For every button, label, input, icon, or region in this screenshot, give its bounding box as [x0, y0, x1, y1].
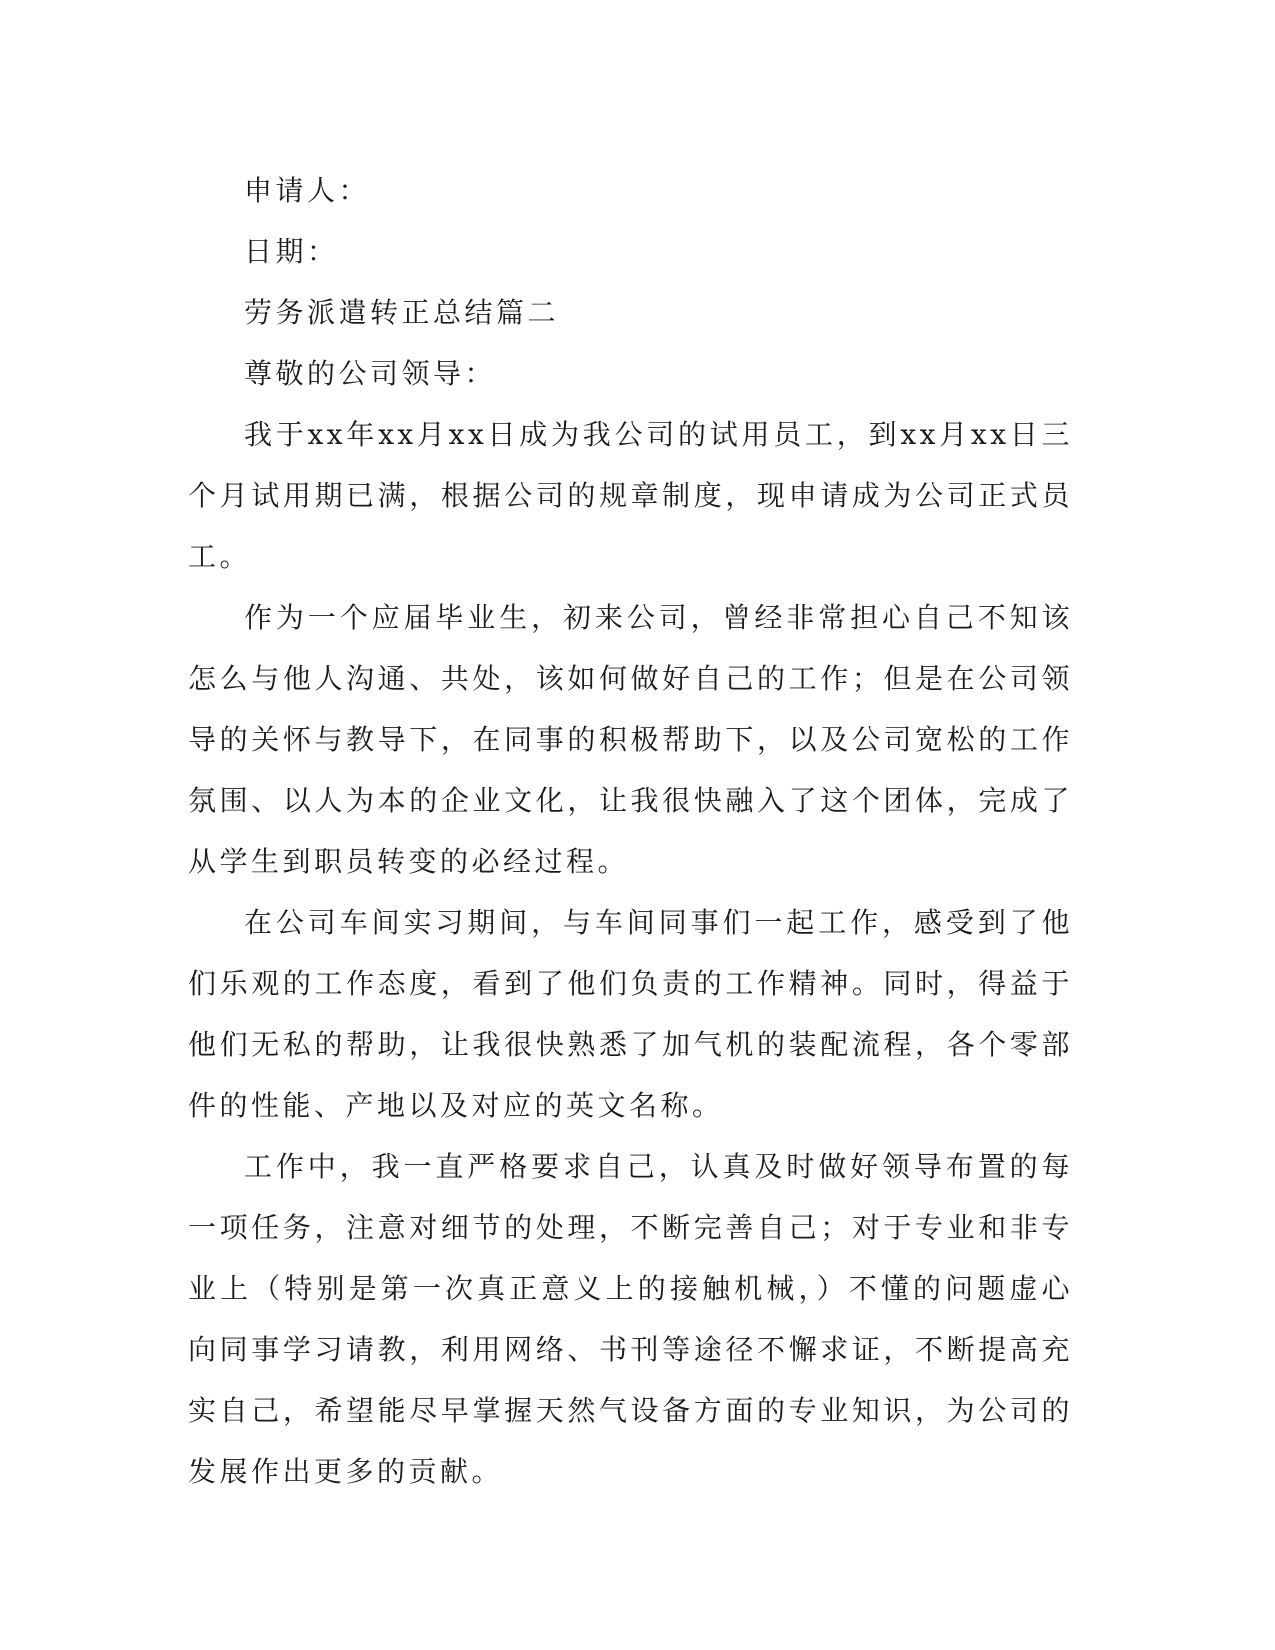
- paragraph-1: 我于xx年xx月xx日成为我公司的试用员工，到xx月xx日三个月试用期已满，根据公司的规章制度，现申请成为公司正式员工。: [188, 418, 1073, 573]
- section-title: 劳务派遣转正总结篇二: [244, 296, 560, 329]
- paragraph-2: 作为一个应届毕业生，初来公司，曾经非常担心自己不知该怎么与他人沟通、共处，该如何做好自己的工作；但是在公司领导的关怀与教导下，在同事的积极帮助下，以及公司宽松的工作氛围、以人为本的企业文化，让我很快融入了这个团体，完成了从学生到职员转变的必经过程。: [188, 601, 1073, 878]
- document-body: [188, 160, 1073, 1502]
- salutation: 尊敬的公司领导：: [244, 357, 497, 390]
- applicant-line: 申请人：: [244, 174, 371, 207]
- paragraph-3: 在公司车间实习期间，与车间同事们一起工作，感受到了他们乐观的工作态度，看到了他们负责的工作精神。同时，得益于他们无私的帮助，让我很快熟悉了加气机的装配流程，各个零部件的性能、产地以及对应的英文名称。: [188, 906, 1073, 1122]
- paragraph-4: 工作中，我一直严格要求自己，认真及时做好领导布置的每一项任务，注意对细节的处理，不断完善自己；对于专业和非专业上（特别是第一次真正意义上的接触机械，）不懂的问题虚心向同事学习请教，利用网络、书刊等途径不懈求证，不断提高充实自己，希望能尽早掌握天然气设备方面的专业知识，为公司的发展作出更多的贡献。: [188, 1150, 1073, 1488]
- date-line: 日期：: [244, 235, 339, 268]
